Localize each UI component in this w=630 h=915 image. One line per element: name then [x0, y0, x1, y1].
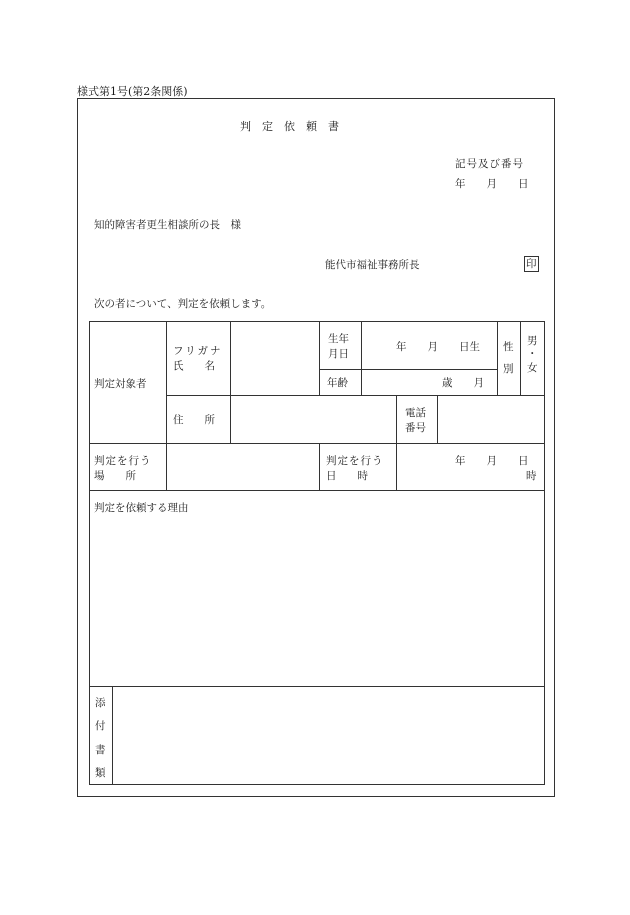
seal-mark: 印 — [526, 258, 537, 270]
place-label-line2: 場 所 — [94, 470, 136, 482]
sex-option-male: 男 — [527, 335, 538, 347]
document-title: 判 定 依 頼 書 — [240, 120, 339, 133]
address-label: 住 所 — [173, 414, 215, 426]
intro-text: 次の者について、判定を依頼します。 — [94, 298, 272, 310]
attachment-label-2: 付 — [95, 720, 106, 732]
sex-label-line2: 別 — [503, 363, 514, 375]
phone-label-line1: 電話 — [405, 407, 426, 419]
datetime-label-line1: 判定を行う — [326, 455, 384, 467]
furigana-label: フリガナ — [173, 345, 223, 357]
place-label-line1: 判定を行う — [94, 455, 152, 467]
datetime-hour-placeholder: 時 — [526, 470, 537, 482]
sex-option-female: 女 — [527, 362, 538, 374]
sender: 能代市福祉事務所長 — [325, 259, 420, 271]
sex-label-line1: 性 — [503, 341, 514, 353]
attachment-label-1: 添 — [95, 697, 106, 709]
age-value-placeholder: 歳 月 — [442, 377, 484, 389]
age-label: 年齢 — [327, 377, 348, 389]
phone-label-line2: 番号 — [405, 422, 426, 434]
addressee: 知的障害者更生相談所の長 様 — [94, 219, 241, 231]
name-label: 氏 名 — [173, 360, 215, 372]
birth-label-line1: 生年 — [328, 333, 349, 345]
birth-date-placeholder: 年 月 日生 — [396, 341, 480, 353]
reference-number: 記号及び番号 — [455, 158, 524, 170]
birth-label-line2: 月日 — [328, 348, 349, 360]
attachment-label-3: 書 — [95, 744, 106, 756]
attachment-label-4: 類 — [95, 767, 106, 779]
subject-label: 判定対象者 — [94, 378, 147, 390]
datetime-label-line2: 日 時 — [326, 470, 368, 482]
form-frame — [77, 98, 555, 797]
reason-label: 判定を依頼する理由 — [94, 502, 189, 514]
sex-option-separator: ・ — [527, 348, 538, 360]
datetime-date-placeholder: 年 月 日 — [455, 455, 529, 467]
form-label: 様式第1号(第2条関係) — [77, 85, 188, 98]
issue-date: 年 月 日 — [455, 178, 529, 190]
